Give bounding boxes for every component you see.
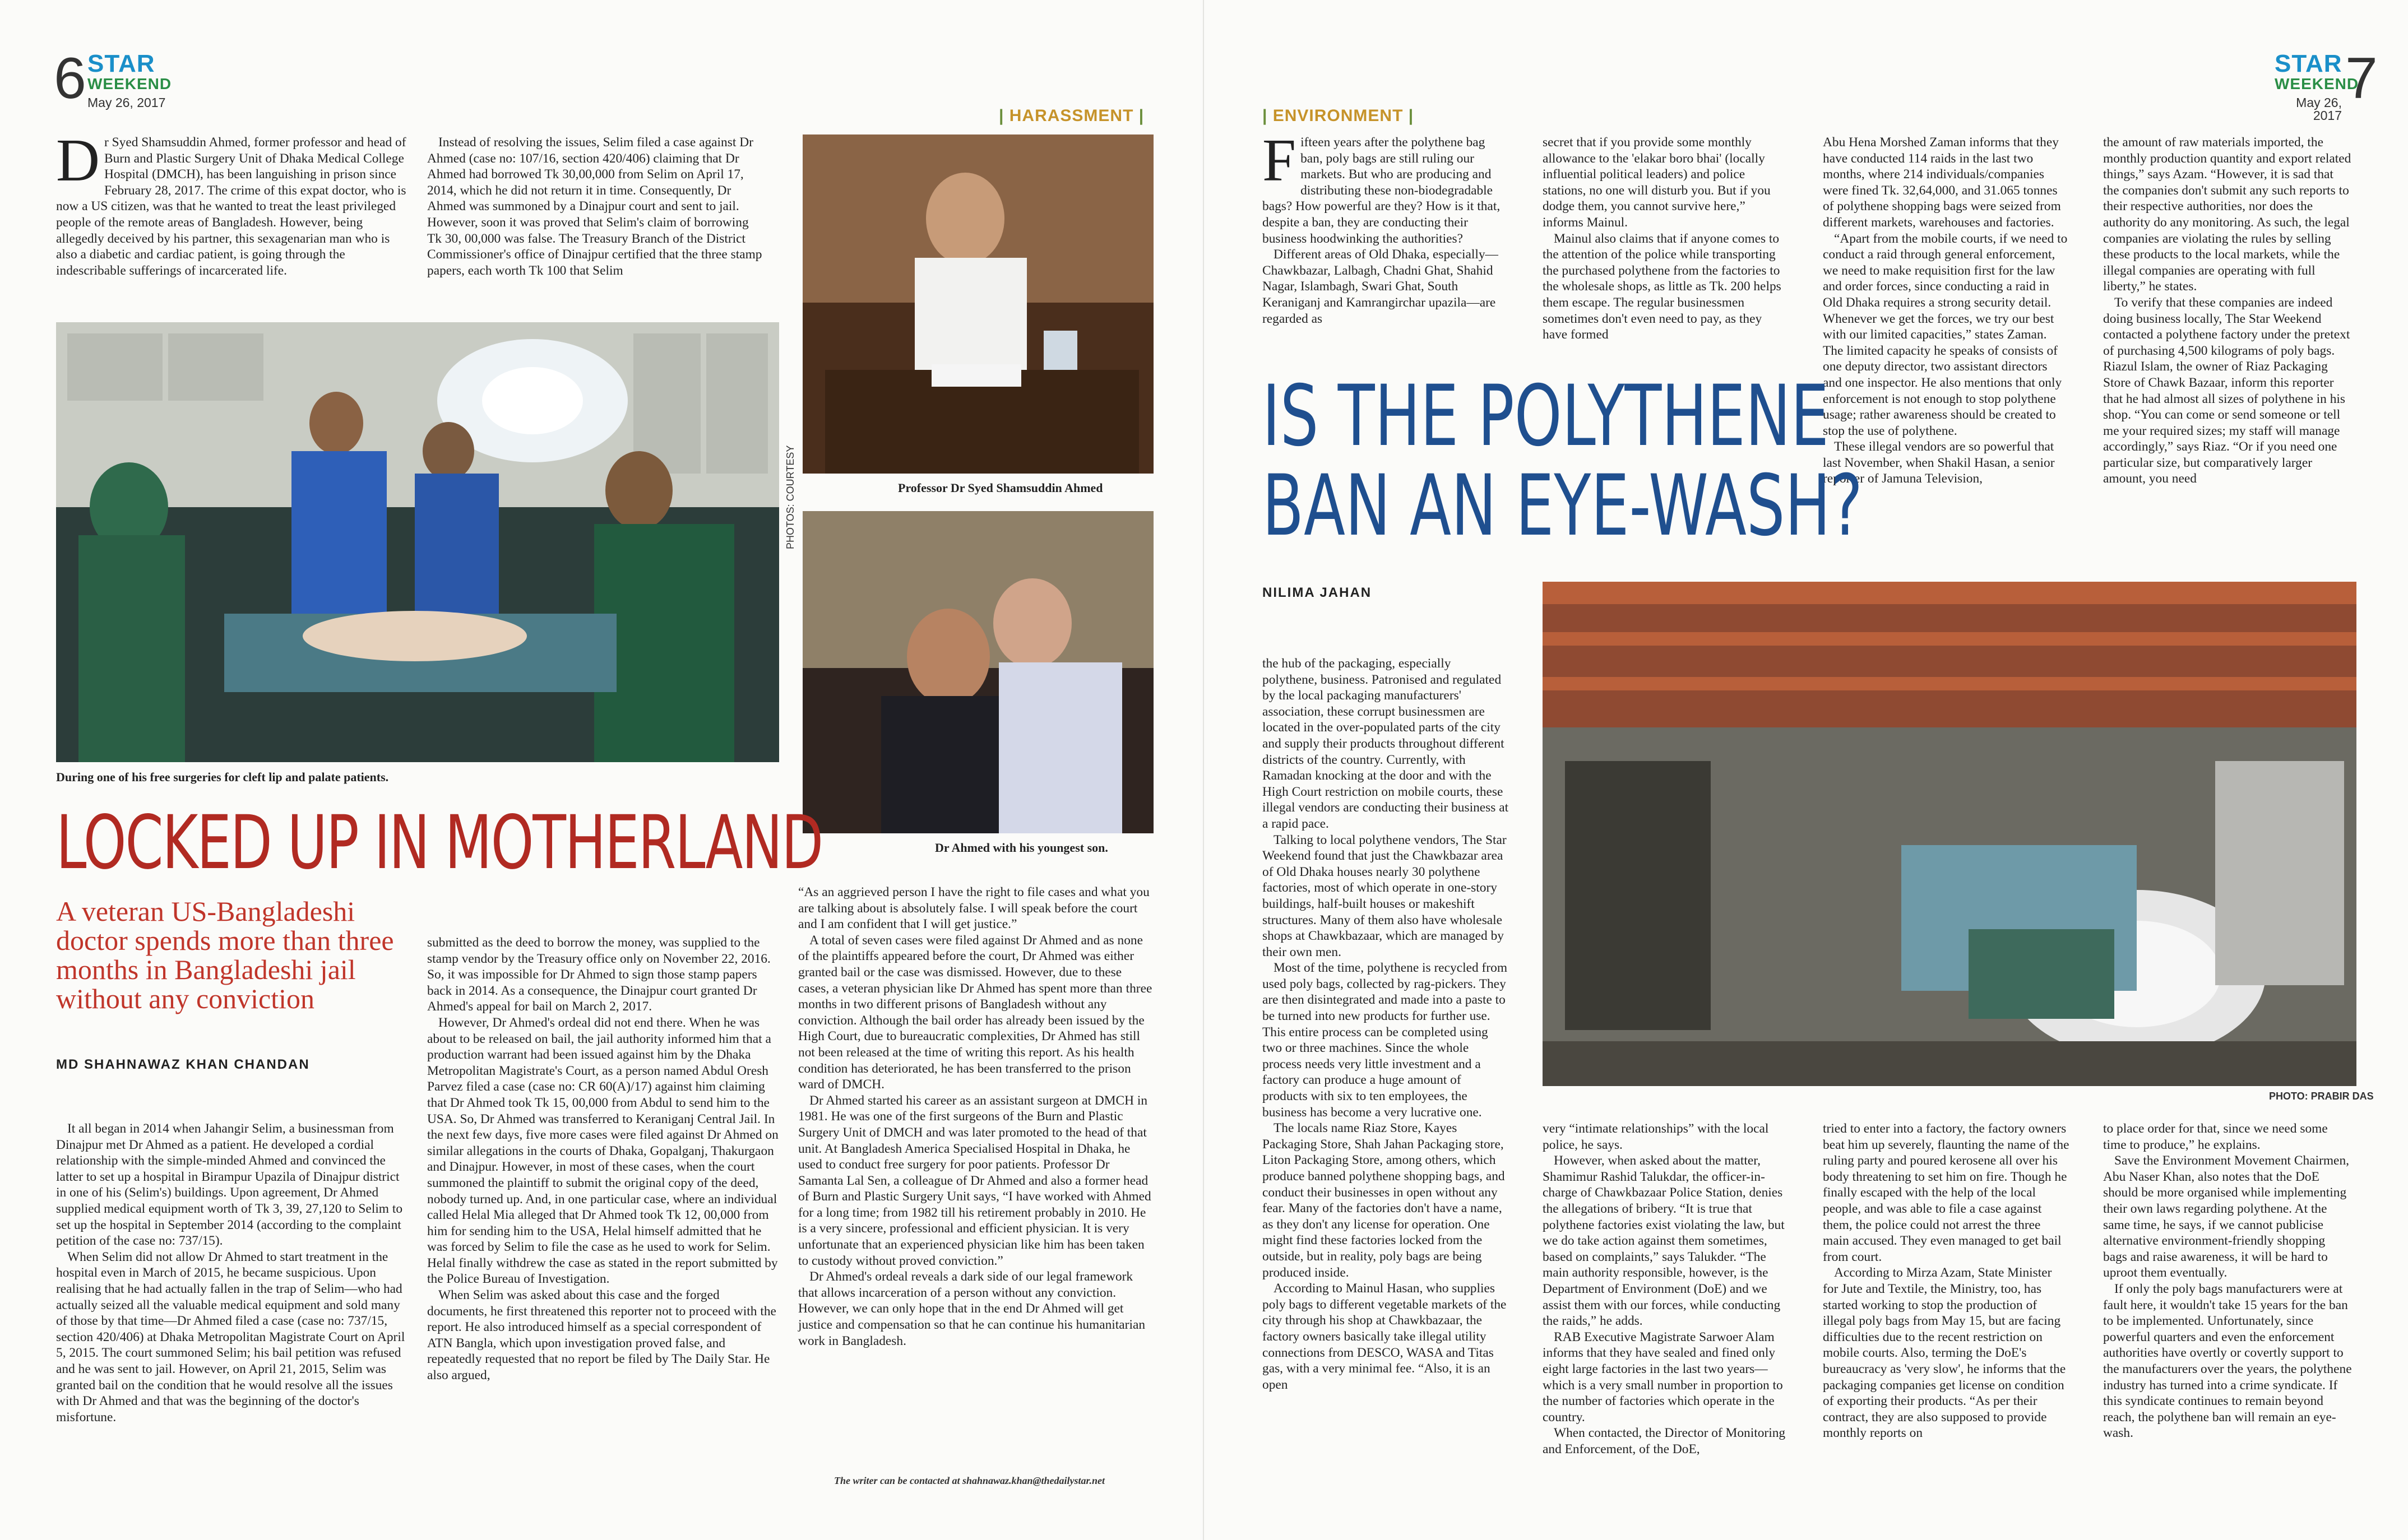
paragraph: RAB Executive Magistrate Sarwoer Alam informs that they have sealed and fined only eight large factories in the last two years—which is a very small number in proportion to the number of factories which operate in the country. [1543,1329,1783,1425]
dropcap: F [1262,127,1296,194]
article-column [798,884,1154,1349]
paragraph: According to Mainul Hasan, who supplies poly bags to different vegetable markets of the city through his shop at Chawkbazaar, the factory owners basically take illegal utility connections from DESCO, WASA and Titas gas, with a very minimal fee. “Also, it is an open [1262,1281,1507,1392]
dropcap: D [56,127,100,194]
article-intro [56,127,409,279]
paragraph: Save the Environment Movement Chairmen, Abu Naser Khan, also notes that the DoE should be more organised while implementing their own laws regarding polythene. At the same time, he says, if we cannot publicise alternative environment-friendly shopping bags and raise awareness, it will be hard to uproot them eventually. [2103,1153,2349,1281]
masthead-weekend: WEEKEND [2275,75,2359,92]
section-label: ENVIRONMENT [1272,106,1404,125]
headline-line-2: BAN AN EYE-WASH? [1262,457,1863,555]
paragraph: If only the poly bags manufacturers were at fault here, it wouldn't take 15 years for the ban to be implemented. Unfortunately, since powerful quarters and even the enforcement authorities have overtly or covertly support to the manufacturers over the years, the polythene industry has turned into a crime syndicate. If this syndicate continues to remain beyond reach, the polythene ban will remain an eye-wash. [2103,1281,2352,1441]
paragraph: However, when asked about the matter, Shamimur Rashid Talukdar, the officer-in-charge of Chawkbazaar Police Station, denies the allegations of bribery. “It is true that polythene factories exist violating the law, but we do take action against them sometimes, based on complaints,” says Talukder. “The main authority responsible, however, is the Department of Environment (DoE) and we assist them with our forces, while conducting the raids,” he adds. [1543,1153,1785,1329]
masthead-date: May 26, 2017 [2296,95,2342,123]
surgery-caption: During one of his free surgeries for cleft lip and palate patients. [56,770,389,784]
paragraph: To verify that these companies are indeed doing business locally, The Star Weekend contacted a polythene factory under the pretext of purchasing 4,500 kilograms of poly bags. Riazul Islam, the owner of Riaz Packaging Store of Chawk Bazaar, inform this reporter that he had almost all sizes of polythene in his shop. “You can come or send someone or tell me your required sizes; my staff will manage accordingly,” says Riaz. “Or if you need one particular size, but comparatively larger amount, you need [2103,295,2350,486]
article-column [2103,134,2352,487]
byline: NILIMA JAHAN [1262,585,1372,600]
intro-text: r Syed Shamsuddin Ahmed, former professor and head of Burn and Plastic Surgery Unit of Dhaka Medical College Hospital (DMCH), has been languishing in prison since February 28, 2017. The crime of this expat doctor, who is now a US citizen, was that he wanted to treat the least privileged people of the remote areas of Bangladesh. However, being allegedly deceived by his partner, this sexagenarian man who is also a diabetic and cardiac patient, is going through the indescribable sufferings of incarcerated life. [56,135,406,278]
paragraph: Abu Hena Morshed Zaman informs that they have conducted 114 raids in the last two months, where 214 individuals/companies were fined Tk. 32,64,000, and 31.065 tonnes of polythene shopping bags were seized from different markets, warehouses and factories. [1823,135,2061,230]
paragraph: the hub of the packaging, especially polythene, business. Patronised and regulated by the local packaging manufacturers' association, these corrupt businessmen are located in the over-populated parts of the city and supply their products throughout different districts of the country. Currently, with Ramadan knocking at the door and with the High Court restriction on mobile courts, these illegal vendors are conducting their business at a rapid pace. [1262,656,1509,831]
masthead [87,52,172,109]
photo-credit: PHOTO: PRABIR DAS [2269,1091,2374,1102]
paragraph: “As an aggrieved person I have the right to file cases and what you are talking about is absolutely false. I will speak before the court and I am confident that I will get justice.” [798,885,1150,932]
page-number: 7 [2345,46,2378,111]
section-tag: | ENVIRONMENT | [1262,106,1414,125]
article-column [1262,656,1509,1393]
paragraph: Most of the time, polythene is recycled from used poly bags, collected by rag-pickers. They are then disintegrated and made into a paste to be turned into new products for further use. This entire process can be completed using two or three machines. Since the whole process needs very little investment and a factory can produce a huge amount of products with six to ten employees, the business has become a very lucrative one. [1262,961,1508,1120]
headline-line-1: IS THE POLYTHENE [1262,368,1829,465]
article-column [56,1121,409,1425]
paragraph: secret that if you provide some monthly allowance to the 'elakar boro bhai' (locally influential political leaders) and police stations, no one will disturb you. But if you dodge them, you cannot survive here,” informs Mainul. [1543,135,1771,230]
article-column [1823,1121,2069,1441]
paragraph: “Apart from the mobile courts, if we need to conduct a raid through general enforcement, we need to make requisition first for the law and order forces, since conducting a raid in Old Dhaka requires a strong security detail. Whenever we get the forces, we try our best with our limited capacities,” states Zaman. The limited capacity he speaks of consists of one deputy director, two assistant directors and one inspector. He also mentions that only enforcement is not enough to stop polythene usage; rather awareness should be created to stop the use of polythene. [1823,231,2068,438]
right-page [1204,0,2408,1540]
paragraph: A total of seven cases were filed against Dr Ahmed and as none of the plaintiffs appeared before the court, Dr Ahmed was either granted bail or the case was dismissed. However, due to these cases, a veteran physician like Dr Ahmed has spent more than three months in two different prisons of Bangladesh without any conviction. Although the bail order has already been issued by the High Court, due to bureaucratic complexities, Dr Ahmed has still not been released at the time of writing this report. As his health condition has deteriorated, he has been transferred to the prison ward of DMCH. [798,933,1152,1092]
article-column [1543,1121,1789,1457]
intro-text: ifteen years after the polythene bag ban, poly bags are still ruling our markets. But who are producing and distributing these non-biodegradable bags? How powerful are they? How is it that, despite a ban, they are conducting their business hoodwinking the authorities? [1262,135,1501,246]
paragraph: When Selim did not allow Dr Ahmed to start treatment in the hospital even in March of 2015, he became suspicious. Upon realising that he had actually fallen in the trap of Selim—who had actually seized all the valuable medical equipment and sold many of those by that time—Dr Ahmed filed a case (case no: 737/15, section 420/406) at Dhaka Metropolitan Magistrate Court on April 5, 2015. The court summoned Selim; his bail petition was refused and he was sent to jail. However, on April 21, 2015, Selim was granted bail on the condition that he would resolve all the issues with Dr Ahmed and that was the beginning of the doctor's misfortune. [56,1249,405,1425]
masthead-date: May 26, 2017 [87,95,166,110]
paragraph: tried to enter into a factory, the factory owners beat him up severely, flaunting the name of the ruling party and poured kerosene all over his body threatening to set him on fire. Though he finally escaped with the help of the local people, and was able to file a case against them, the police could not arrest the three main accused. They even managed to get bail from court. [1823,1121,2069,1264]
paragraph: When Selim was asked about this case and the forged documents, he first threatened this reporter not to proceed with the report. He also introduced himself as a special correspondent of ATN Bangla, which upon investigation proved false, and repeatedly requested that no report be filed by The Daily Star. He also argued, [427,1288,776,1383]
article-column [427,935,780,1384]
section-label: HARASSMENT [1009,106,1134,125]
paragraph: These illegal vendors are so powerful that last November, when Shakil Hasan, a senior reporter of Jamuna Television, [1823,439,2055,486]
article-column [1262,127,1509,327]
paragraph: Different areas of Old Dhaka, especially—Chawkbazar, Lalbagh, Chadni Ghat, Shahid Nagar, Islambagh, Swari Ghat, South Keraniganj and Kamrangirchar upazila—are regarded as [1262,247,1498,326]
paragraph: According to Mirza Azam, State Minister for Jute and Textile, the Ministry, too, has started working to stop the production of illegal poly bags from May 15, but are facing difficulties due to the recent restriction on mobile courts. Also, terming the DoE's bureaucracy as 'very slow', he informs that the packaging companies get license on condition of exporting their products. “As per their contract, they are also supposed to provide monthly reports on [1823,1265,2066,1441]
photo-credit: PHOTOS: COURTESY [785,445,796,549]
masthead [2275,50,2359,123]
page-number: 6 [54,46,86,111]
writer-note: The writer can be contacted at shahnawaz.khan@thedailystar.net [834,1475,1105,1486]
paragraph: Dr Ahmed's ordeal reveals a dark side of our legal framework that allows incarceration of a person without any conviction. However, we can only hope that in the end Dr Ahmed will get justice and compensation so that he can continue his humanitarian work in Bangladesh. [798,1269,1146,1348]
paragraph: When contacted, the Director of Monitoring and Enforcement, of the DoE, [1543,1426,1786,1456]
article-column [1543,134,1789,343]
article-column [427,134,763,279]
masthead-star: STAR [2275,50,2342,77]
portrait-photo [803,134,1154,474]
paragraph: It all began in 2014 when Jahangir Selim, a businessman from Dinajpur met Dr Ahmed as a patient. He developed a cordial relationship with the simple-minded Ahmed and convinced the latter to set up a hospital in Birampur Upazila of Dinajpur district in one of his (Selim's) buildings. Upon agreement, Dr Ahmed supplied medical equipment worth of Tk 3, 39, 27,120 to Selim to set up the hospital in September 2014 (according to the complaint petition of the case no: 737/15). [56,1121,403,1249]
paragraph: to place order for that, since we need some time to produce,” he explains. [2103,1121,2328,1152]
paragraph: Talking to local polythene vendors, The Star Weekend found that just the Chawkbazar area of Old Dhaka houses nearly 30 polythene factories, most of which operate in one-story buildings, half-built houses or makeshift structures. Many of them also have wholesale shops at Chawkbazaar, which are managed by their own men. [1262,832,1507,959]
portrait-caption: Professor Dr Syed Shamsuddin Ahmed [898,481,1103,495]
factory-photo [1543,582,2356,1086]
paragraph: Dr Ahmed started his career as an assistant surgeon at DMCH in 1981. He was one of the first surgeons of the Burn and Plastic Surgery Unit of DMCH and was later promoted to the head of that unit. At Bangladesh America Specialised Hospital in Dhaka, he used to conduct free surgery for poor patients. Professor Dr Samanta Lal Sen, a colleague of Dr Ahmed and also a former head of Burn and Plastic Surgery Unit says, “I have worked with Ahmed for a long time; from 1982 till his retirement probably in 2010. He is a very sincere, professional and efficient physician. It is very unfortunate that an experienced physician like him has been taken to custody without proved conviction.” [798,1093,1151,1268]
paragraph: very “intimate relationships” with the local police, he says. [1543,1121,1769,1152]
masthead-weekend: WEEKEND [87,75,172,92]
paragraph: Mainul also claims that if anyone comes to the attention of the police while transporting the purchased polythene from the factories to the wholesale shops, as little as Tk. 200 helps them escape. The regular businessmen sometimes don't even need to pay, as they have formed [1543,231,1781,342]
paragraph: submitted as the deed to borrow the money, was supplied to the stamp vendor by the Treasury office only on November 22, 2016. So, it was impossible for Dr Ahmed to sign those stamp papers back in 2014. As a consequence, the Dinajpur court granted Dr Ahmed's appeal for bail on March 2, 2017. [427,935,771,1014]
paragraph: the amount of raw materials imported, the monthly production quantity and export related things,” says Azam. “However, it is sad that the companies don't submit any such reports to their respective authorities, nor does the authority do any monitoring. As such, the legal companies are violating the rules by selling these products to the local markets, while the illegal companies are operating with full liberty,” he states. [2103,135,2351,294]
headline: LOCKED UP IN MOTHERLAND [56,800,823,886]
paragraph: However, Dr Ahmed's ordeal did not end there. When he was about to be released on bail, the jail authority informed him that a production warrant had been issued against him by the Dhaka Metropolitan Magistrate's Court, as a person named Abdul Oresh Parvez filed a case (case no: CR 60(A)/17) against him claiming that Dr Ahmed took Tk 15, 00,000 from Abdul to send him to the USA. So, Dr Ahmed was transferred to Keraniganj Central Jail. In the next few days, five more cases were filed against Dr Ahmed on similar allegations in the courts of Dhaka, Gopalganj, Thakurgaon and Dinajpur. However, in most of these cases, when the court summoned the plaintiff to submit the original copy of the deed, nobody turned up. And, in one particular case, where an individual called Helal Mia alleged that Dr Ahmed took Tk 12, 00,000 from him for sending him to the USA, Helal himself admitted that he was forced by Selim to file the case as he used to work for Selim. Helal finally withdrew the case as stated in the report submitted by the Police Bureau of Investigation. [427,1015,779,1287]
paragraph: Instead of resolving the issues, Selim filed a case against Dr Ahmed (case no: 107/16, section 420/406) claiming that Dr Ahmed had borrowed Tk 30,00,000 from Selim on April 17, 2014, which he did not return it in time. Consequently, Dr Ahmed was summoned by a Dinajpur court and sent to jail. However, soon it was proved that Selim's claim of borrowing Tk 30, 00,000 was false. The Treasury Branch of the District Commissioner's office of Dinajpur certified that the three stamp papers, each worth Tk 100 that Selim [427,135,762,278]
section-tag: | HARASSMENT | [999,106,1145,125]
paragraph: The locals name Riaz Store, Kayes Packaging Store, Shah Jahan Packaging store, Liton Packaging Store, among others, which produce banned polythene shopping bags, and conduct their businesses in open without any fear. Many of the factories don't have a name, as they don't any license for operation. One might find these factories locked from the outside, but in reality, poly bags are being produced inside. [1262,1121,1505,1280]
article-column [1823,134,2069,487]
article-column [2103,1121,2352,1441]
son-caption: Dr Ahmed with his youngest son. [935,841,1108,855]
son-photo [803,511,1154,833]
byline: MD SHAHNAWAZ KHAN CHANDAN [56,1057,310,1072]
deck: A veteran US-Bangladeshi doctor spends more than three months in Bangladeshi jail without any conviction [56,896,394,1014]
masthead-star: STAR [87,50,155,77]
surgery-photo [56,322,779,762]
